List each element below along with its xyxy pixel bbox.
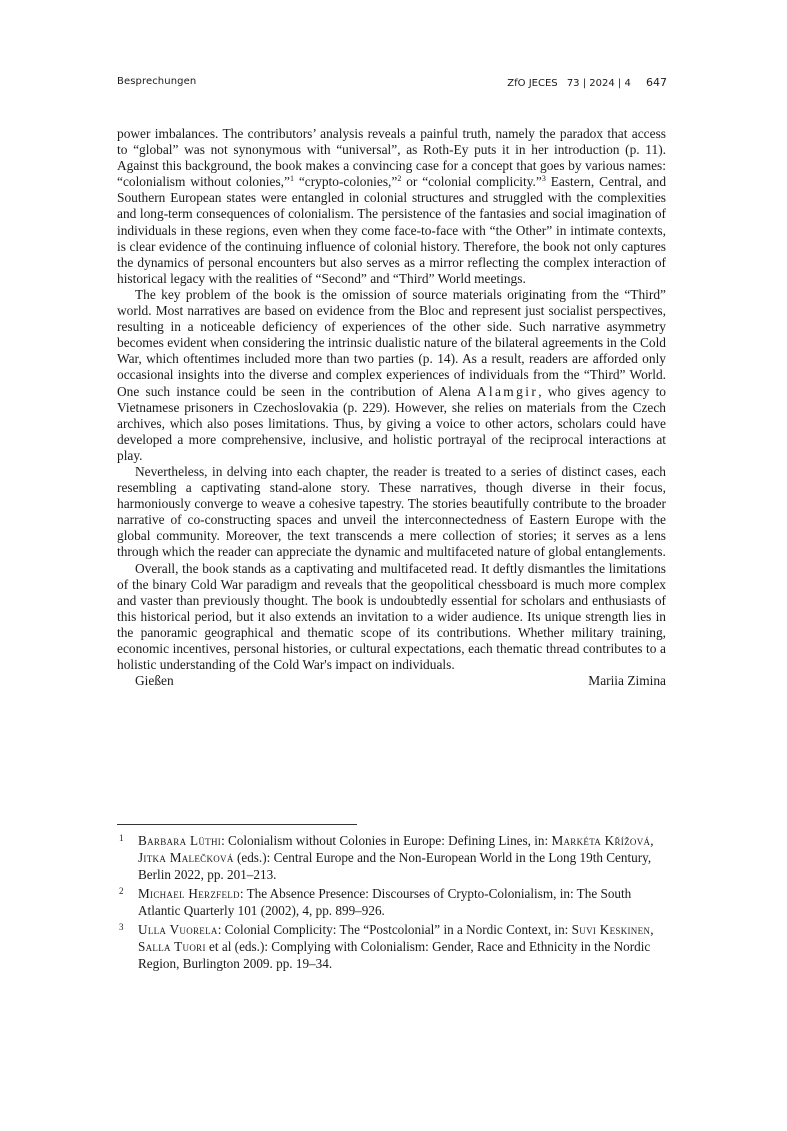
- footnote-number: 2: [119, 886, 124, 896]
- place: Gießen: [135, 673, 174, 689]
- footnote-text: : Colonialism without Colonies in Europe: Defining Lines, in:: [221, 833, 552, 848]
- paragraph-1-text-c: or “colonial complicity.”: [401, 174, 542, 190]
- section-title: Besprechungen: [117, 76, 197, 87]
- footnote-author: Ulla Vuorela: [138, 922, 218, 937]
- footnote-editors: Suvi Keskinen, Salla Tuori: [138, 922, 654, 954]
- footnote-divider: [117, 824, 357, 825]
- footnote-1: [117, 832, 666, 883]
- paragraph-1-text-b: “crypto-colonies,”: [293, 174, 398, 190]
- footnote-text: : The Absence Presence: Discourses of Crypto-Colonialism, in: The South Atlantic Quarterly 101 (2002), 4, pp. 899–926.: [138, 886, 632, 918]
- footnote-editors: Markéta Křížová, Jitka Malečková: [138, 833, 654, 865]
- footnote-text: : Colonial Complicity: The “Postcolonial” in a Nordic Context, in:: [217, 922, 572, 937]
- journal-name: ZfO JECES: [507, 78, 558, 89]
- signature-line: [117, 673, 666, 689]
- running-header: [117, 76, 667, 92]
- footnotes: [117, 832, 666, 974]
- footnote-ref-3[interactable]: 3: [541, 174, 546, 184]
- paragraph-3: Nevertheless, in delving into each chapter, the reader is treated to a series of distinct cases, each resembling a captivating stand-alone story. These narratives, though diverse in their focus, harmoniously converge to weave a cohesive tapestry. The stories beautifully contribute to the broader narrative of co-constructing spaces and unveil the interconnectedness of Eastern Europe with the global community. Moreover, the text transcends a mere collection of stories; it serves as a lens through which the reader can appreciate the dynamic and multifaceted nature of global entanglements.: [117, 463, 666, 560]
- journal-issue: 73 | 2024 | 4: [566, 78, 631, 89]
- footnote-ref-2[interactable]: 2: [397, 174, 402, 184]
- footnote-author: Michael Herzfeld: [138, 886, 240, 901]
- paragraph-1: [117, 126, 666, 287]
- author-name-spaced: Alamgir: [476, 383, 539, 399]
- footnote-number: 3: [119, 922, 124, 932]
- paragraph-2-text-b: , who gives agency to Vietnamese prisoners in Czechoslovakia (p. 229). However, she relies on materials from the Czech archives, which also poses limitations. Thus, by giving a voice to other actors, scholars could have developed a more comprehensive, inclusive, and holistic portrayal of the reciprocal interactions at play.: [117, 383, 666, 463]
- paragraph-1-text-d: Eastern, Central, and Southern European states were entangled in colonial structures and struggled with the complexities and long-term consequences of colonialism. The persistence of the fantasies and social imagination of individuals in these regions, even when they come face-to-face with “the Other” in intimate contexts, is clear evidence of the continuing influence of colonial history. Therefore, the book not only captures the dynamics of personal encounters but also serves as a mirror reflecting the complex interaction of historical legacy with the realities of “Second” and “Third” World meetings.: [117, 174, 667, 286]
- footnote-3: [117, 921, 666, 972]
- paragraph-4: Overall, the book stands as a captivating and multifaceted read. It deftly dismantles the limitations of the binary Cold War paradigm and reveals that the geopolitical chessboard is much more complex and vaster than previously thought. The book is undoubtedly essential for scholars and enthusiasts of this historical period, but it also extends an invitation to a wider audience. Its unique strength lies in the panoramic geographical and thematic scope of its contributions. Whether military training, economic incentives, personal histories, or cultural expectations, each thematic thread contributes to a holistic understanding of the Cold War's impact on individuals.: [117, 560, 666, 673]
- journal-info: [507, 76, 667, 89]
- footnote-text: et al (eds.): Complying with Colonialism: Gender, Race and Ethnicity in the Nordic Region, Burlington 2009. pp. 19–34.: [138, 939, 651, 971]
- paragraph-1-text-a: power imbalances. The contributors’ analysis reveals a painful truth, namely the paradox that access to “global” was not synonymous with “universal”, as Roth-Ey puts it in her introduction (p. 11). Against this background, the book makes a convincing case for a concept that goes by various names: “colonialism without colonies,”: [117, 126, 666, 190]
- reviewer-name: Mariia Zimina: [588, 673, 666, 689]
- footnote-text: (eds.): Central Europe and the Non-European World in the Long 19th Century, Berlin 2022, pp. 201–213.: [138, 850, 652, 882]
- footnote-2: [117, 885, 666, 919]
- footnote-author: Barbara Lüthi: [138, 833, 222, 848]
- review-body: [117, 126, 666, 689]
- footnote-ref-1[interactable]: 1: [289, 174, 294, 184]
- paragraph-2: [117, 287, 666, 464]
- page-number: 647: [646, 76, 667, 89]
- footnote-number: 1: [119, 833, 124, 843]
- paragraph-2-text-a: The key problem of the book is the omission of source materials originating from the “Third” world. Most narratives are based on evidence from the Bloc and represent just socialist perspectives, resulting in a noticeable deficiency of experiences of the other side. Such narrative asymmetry becomes evident when considering the intrinsic dualistic nature of the bilateral agreements in the Cold War, which oftentimes included more than two parties (p. 14). As a result, readers are afforded only occasional insights into the diverse and complex experiences of individuals from the “Third” World. One such instance could be seen in the contribution of Alena: [117, 286, 666, 399]
